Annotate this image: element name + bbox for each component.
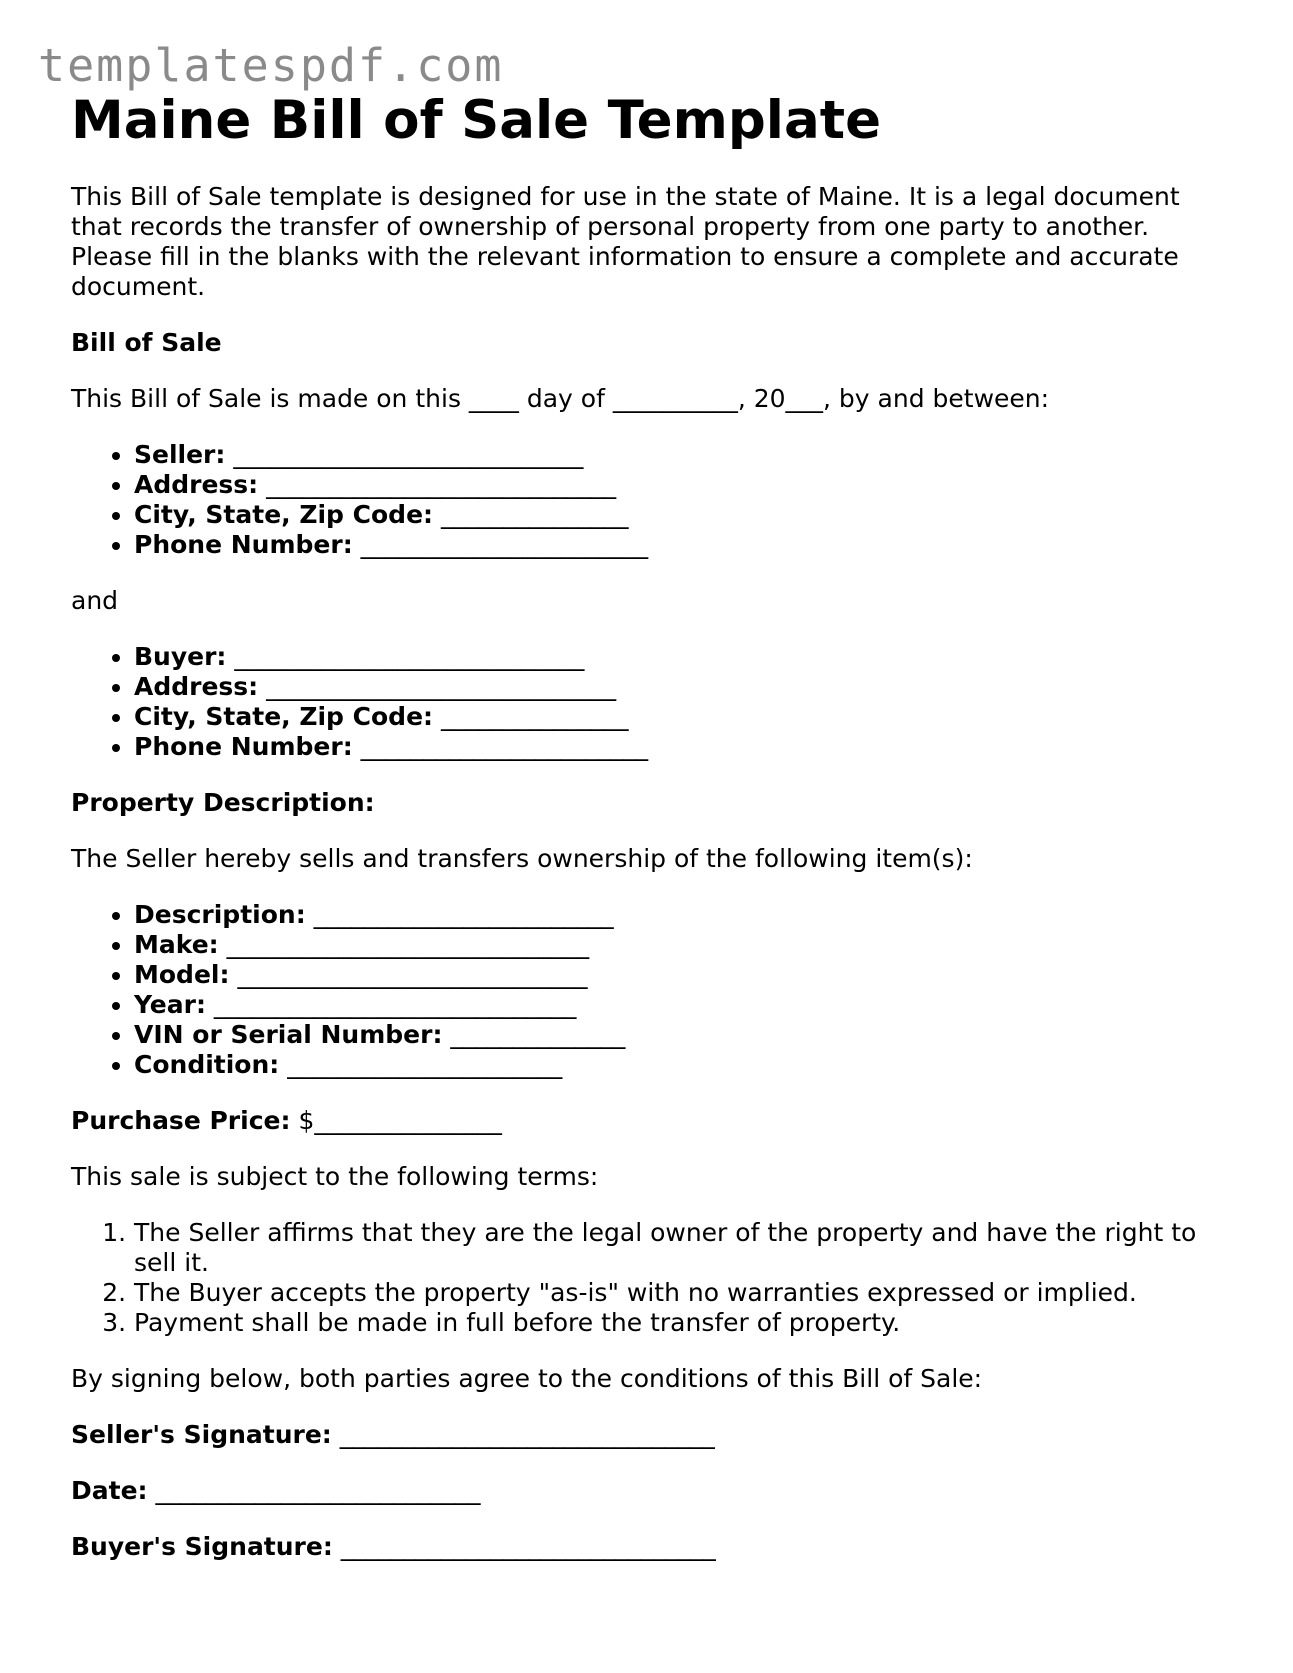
seller-signature-line — [71, 1420, 1221, 1450]
list-item-seller — [134, 440, 1221, 470]
fill-in-blank[interactable]: ____________________________ — [237, 960, 588, 989]
list-item-year — [134, 990, 1221, 1020]
field-label: Seller: — [134, 440, 226, 469]
fill-in-blank[interactable]: _______________________ — [360, 530, 649, 559]
seller-signature-blank[interactable]: ______________________________ — [339, 1420, 715, 1449]
page-title: Maine Bill of Sale Template — [71, 90, 882, 151]
list-item-seller-phone — [134, 530, 1221, 560]
property-fields-list — [71, 900, 1221, 1080]
buyer-signature-line — [71, 1532, 1221, 1562]
list-item-condition — [134, 1050, 1221, 1080]
fill-in-blank[interactable]: _______________ — [440, 500, 629, 529]
term-item: 2. The Buyer accepts the property "as-is" with no warranties expressed or implied. — [134, 1278, 1221, 1308]
list-item-make — [134, 930, 1221, 960]
terms-intro: This sale is subject to the following terms: — [71, 1162, 599, 1191]
purchase-price-line — [71, 1106, 1221, 1136]
field-label: Year: — [134, 990, 206, 1019]
property-intro: The Seller hereby sells and transfers ownership of the following item(s): — [71, 844, 973, 873]
date-line — [71, 1476, 1221, 1506]
seller-fields-list — [71, 440, 1221, 560]
list-item-description — [134, 900, 1221, 930]
fill-in-blank[interactable]: _____________________________ — [213, 990, 577, 1019]
fill-in-blank[interactable]: ____________________________ — [234, 642, 585, 671]
list-item-buyer — [134, 642, 1221, 672]
terms-list — [71, 1218, 1221, 1338]
list-item-buyer-phone — [134, 732, 1221, 762]
list-item-seller-city — [134, 500, 1221, 530]
purchase-price-blank[interactable]: $_______________ — [298, 1106, 502, 1135]
made-on-line: This Bill of Sale is made on this ____ day of __________, 20___, by and between: — [71, 384, 1050, 413]
list-item-buyer-city — [134, 702, 1221, 732]
and-text: and — [71, 586, 119, 615]
field-label: Make: — [134, 930, 219, 959]
date-label: Date: — [71, 1476, 148, 1505]
fill-in-blank[interactable]: ________________________ — [313, 900, 614, 929]
field-label: City, State, Zip Code: — [134, 500, 434, 529]
list-item-vin — [134, 1020, 1221, 1050]
buyer-signature-label: Buyer's Signature: — [71, 1532, 333, 1561]
field-label: Condition: — [134, 1050, 280, 1079]
fill-in-blank[interactable]: ____________________________ — [233, 440, 584, 469]
section-heading-bill-of-sale: Bill of Sale — [71, 328, 222, 357]
purchase-price-label: Purchase Price: — [71, 1106, 291, 1135]
intro-paragraph: This Bill of Sale template is designed for use in the state of Maine. It is a legal document that records the transfer of ownership of personal property from one party to another. Please fill in the blanks with the relevant information to ensure a complete and accurate document. — [71, 182, 1180, 301]
date-blank[interactable]: __________________________ — [155, 1476, 481, 1505]
fill-in-blank[interactable]: _______________ — [440, 702, 629, 731]
field-label: Phone Number: — [134, 530, 353, 559]
field-label: Address: — [134, 672, 259, 701]
seller-signature-label: Seller's Signature: — [71, 1420, 332, 1449]
watermark-text: templatespdf.com — [38, 39, 504, 92]
buyer-fields-list — [71, 642, 1221, 762]
field-label: Description: — [134, 900, 306, 929]
fill-in-blank[interactable]: ____________________________ — [266, 672, 617, 701]
field-label: Model: — [134, 960, 230, 989]
buyer-signature-blank[interactable]: ______________________________ — [340, 1532, 716, 1561]
fill-in-blank[interactable]: ______________________ — [287, 1050, 563, 1079]
field-label: City, State, Zip Code: — [134, 702, 434, 731]
fill-in-blank[interactable]: _____________________________ — [226, 930, 590, 959]
term-item: 3. Payment shall be made in full before the transfer of property. — [134, 1308, 1221, 1338]
fill-in-blank[interactable]: ______________ — [450, 1020, 626, 1049]
section-heading-property: Property Description: — [71, 788, 375, 817]
field-label: Phone Number: — [134, 732, 353, 761]
list-item-buyer-address — [134, 672, 1221, 702]
field-label: Address: — [134, 470, 259, 499]
list-item-model — [134, 960, 1221, 990]
field-label: VIN or Serial Number: — [134, 1020, 443, 1049]
fill-in-blank[interactable]: ____________________________ — [266, 470, 617, 499]
document-body — [71, 86, 1221, 1588]
term-item: 1. The Seller affirms that they are the legal owner of the property and have the right to sell it. — [134, 1218, 1221, 1278]
list-item-seller-address — [134, 470, 1221, 500]
fill-in-blank[interactable]: _______________________ — [360, 732, 649, 761]
signing-text: By signing below, both parties agree to the conditions of this Bill of Sale: — [71, 1364, 983, 1393]
field-label: Buyer: — [134, 642, 227, 671]
